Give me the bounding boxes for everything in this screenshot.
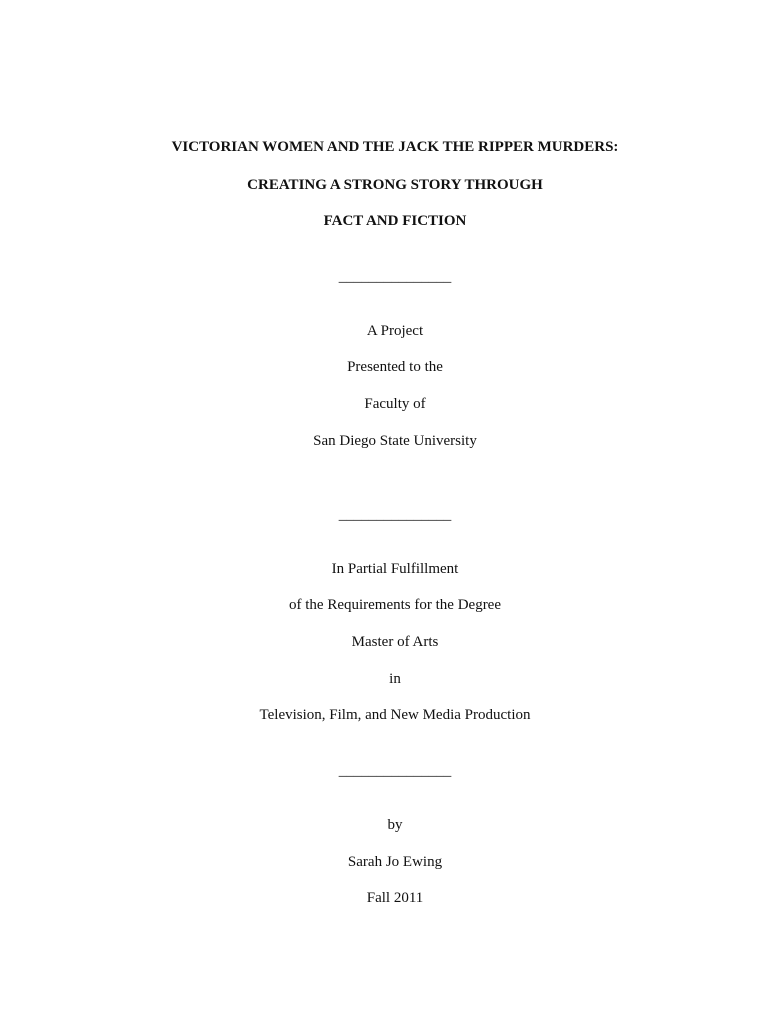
presentation-line-2: Presented to the [347,359,443,375]
title-line-2: CREATING A STRONG STORY THROUGH [247,177,543,193]
author-name: Sarah Jo Ewing [347,854,443,870]
degree-name: Master of Arts [351,634,439,650]
presentation-line-1: A Project [366,323,424,339]
presentation-line-3: Faculty of [364,396,426,412]
author-by: by [387,817,403,833]
separator-1: _______________ [338,269,452,285]
title-line-3: FACT AND FICTION [323,213,467,229]
fulfillment-line-1: In Partial Fulfillment [331,561,459,577]
separator-3: _______________ [338,763,452,779]
program-name: Television, Film, and New Media Production [259,707,531,723]
university-name: San Diego State University [313,433,477,449]
fulfillment-line-2: of the Requirements for the Degree [289,597,501,613]
separator-2: _______________ [338,507,452,523]
title-line-1: VICTORIAN WOMEN AND THE JACK THE RIPPER MURDERS: [171,139,619,155]
fulfillment-line-4: in [389,671,401,687]
term-date: Fall 2011 [366,890,424,906]
